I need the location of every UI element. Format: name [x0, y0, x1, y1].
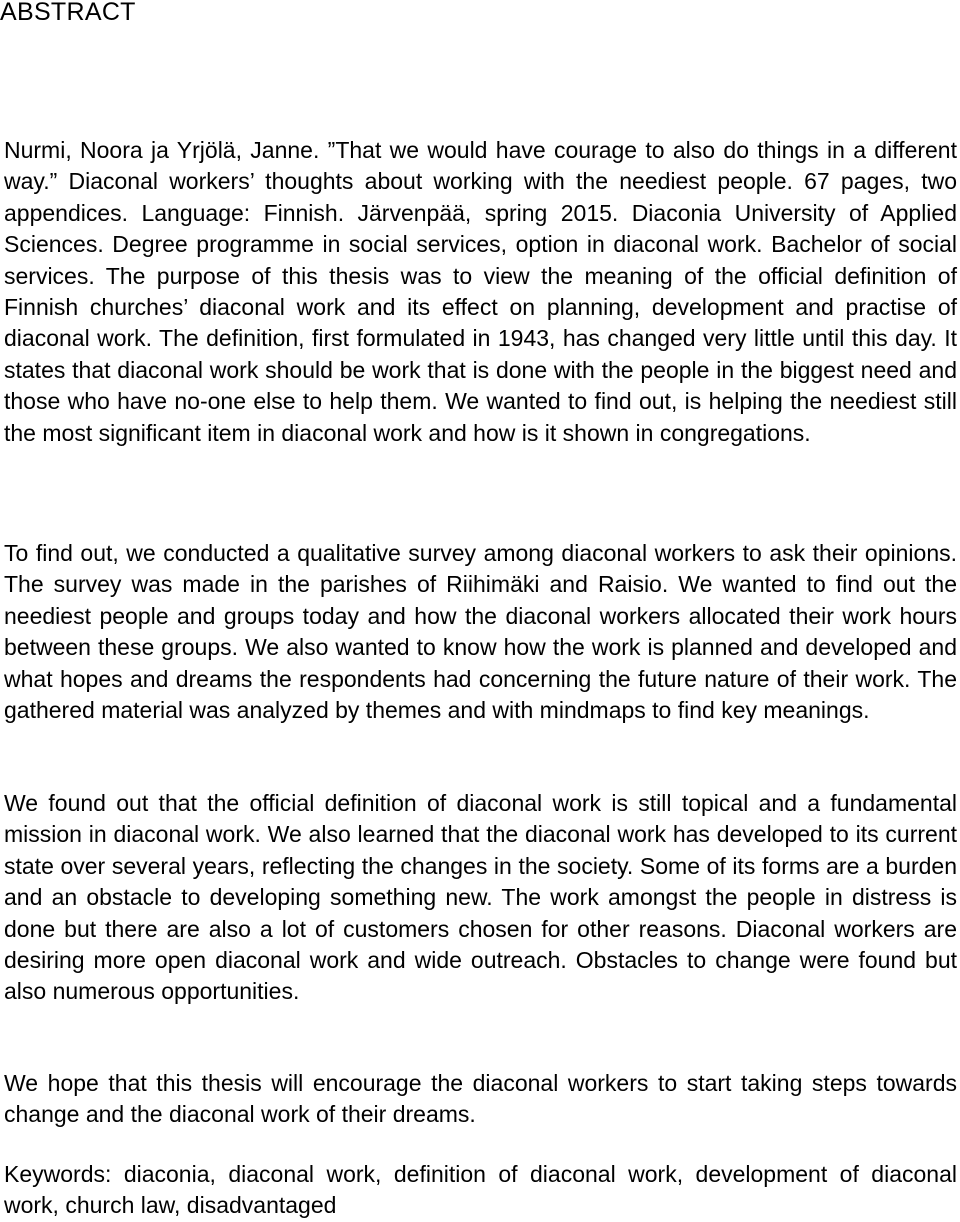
abstract-paragraph-method: To find out, we conducted a qualitative survey among diaconal workers to ask their opinions. The survey was made in the parishes of Riihimäki and Raisio. We wanted to find out the neediest people and groups today and how the diaconal workers allocated their work hours between these groups. We also wanted to know how the work is planned and developed and what hopes and dreams the respondents had concerning the future nature of their work. The gathered material was analyzed by themes and with mindmaps to find key meanings. [4, 540, 957, 724]
abstract-paragraph-hope: We hope that this thesis will encourage the diaconal workers to start taking steps towards change and the diaconal work of their dreams. [4, 1070, 957, 1128]
abstract-heading: ABSTRACT [0, 0, 136, 26]
abstract-paragraph-findings: We found out that the official definition of diaconal work is still topical and a fundamental mission in diaconal work. We also learned that the diaconal work has developed to its current state over several years, reflecting the changes in the society. Some of its forms are a burden and an obstacle to developing something new. The work amongst the people in distress is done but there are also a lot of customers chosen for other reasons. Diaconal workers are desiring more open diaconal work and wide outreach. Obstacles to change were found but also numerous opportunities. [4, 790, 957, 1005]
abstract-paragraph-intro: Nurmi, Noora ja Yrjölä, Janne. ”That we would have courage to also do things in a different way.” Diaconal workers’ thoughts about working with the neediest people. 67 pages, two appendices. Language: Finnish. Järvenpää, spring 2015. Diaconia University of Applied Sciences. Degree programme in social services, option in diaconal work. Bachelor of social services. The purpose of this thesis was to view the meaning of the official definition of Finnish churches’ diaconal work and its effect on planning, development and practise of diaconal work. The definition, first formulated in 1943, has changed very little until this day. It states that diaconal work should be work that is done with the people in the biggest need and those who have no-one else to help them. We wanted to find out, is helping the neediest still the most significant item in diaconal work and how is it shown in congregations. [4, 137, 957, 446]
abstract-keywords: Keywords: diaconia, diaconal work, definition of diaconal work, development of diaconal work, church law, disadvantaged [4, 1161, 957, 1219]
